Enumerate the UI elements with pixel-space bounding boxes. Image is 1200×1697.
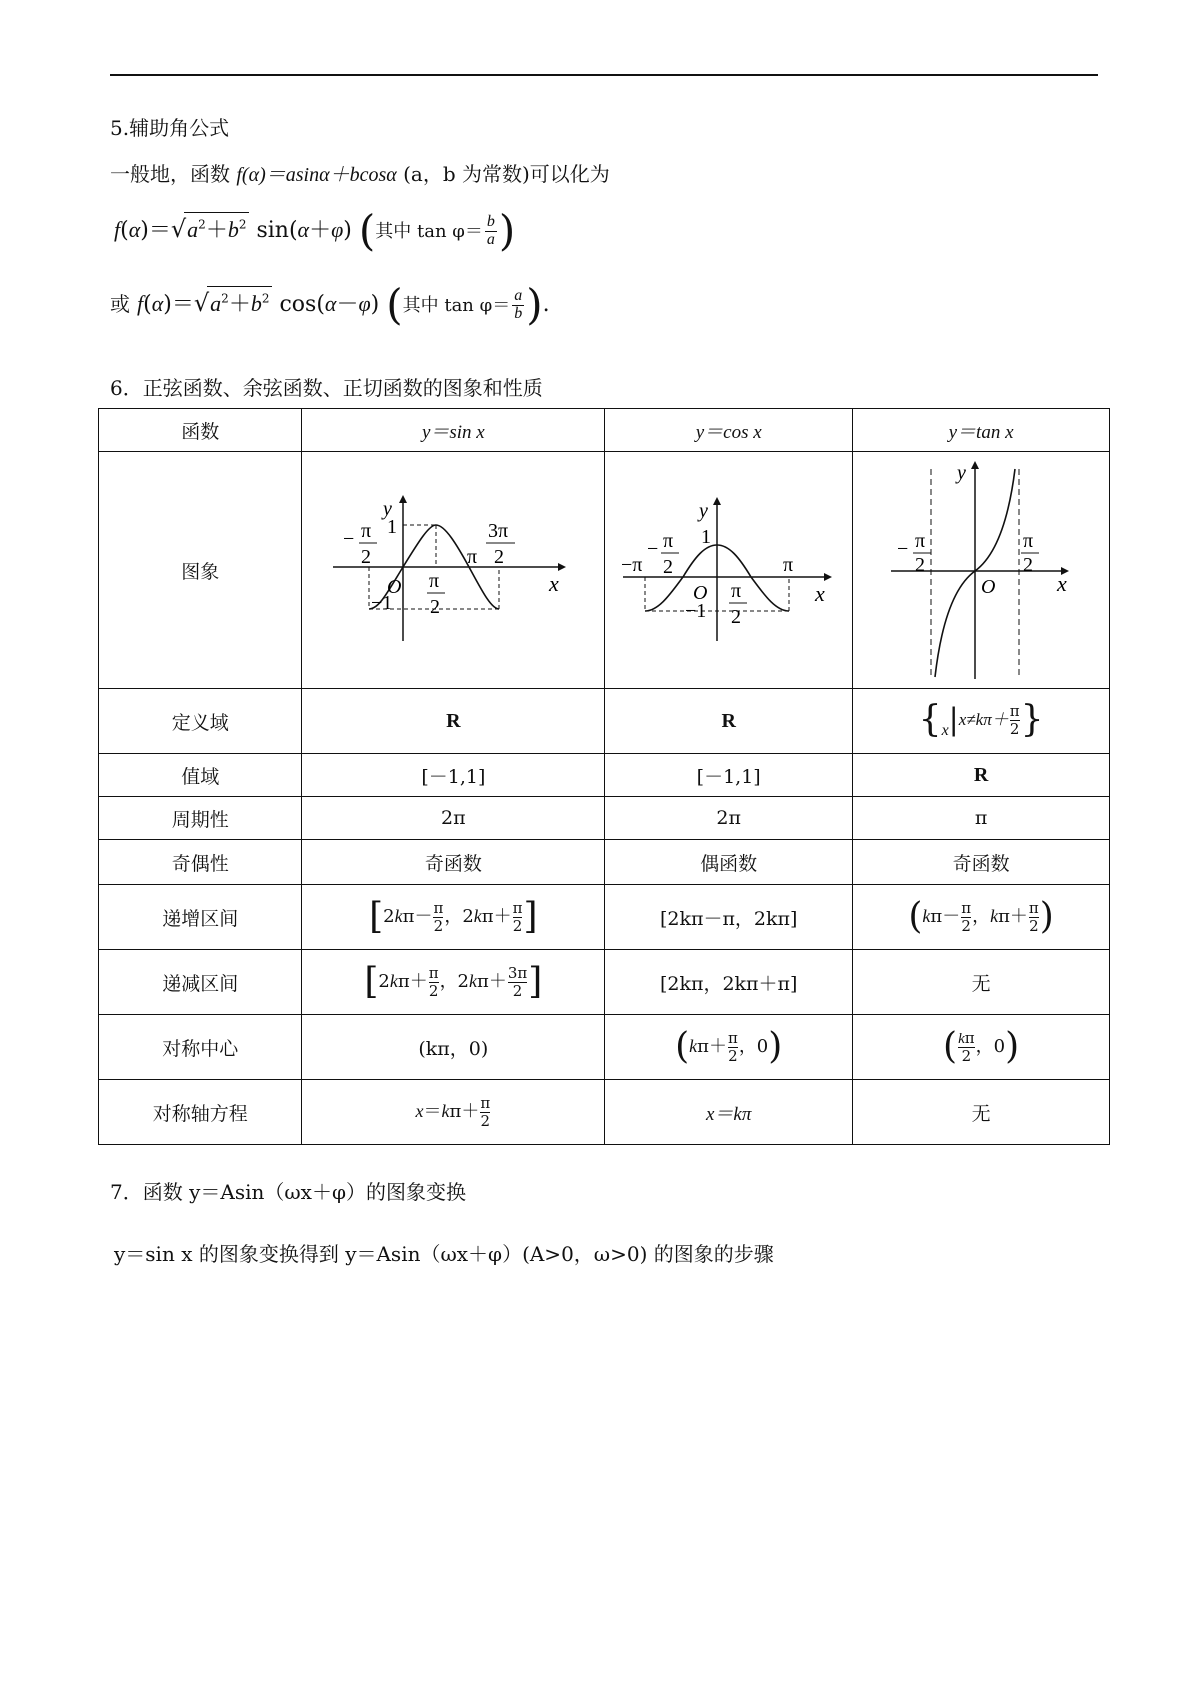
sin-period: 2π: [302, 797, 605, 840]
tan-graph-cell: [853, 452, 1110, 689]
tan-graph: [881, 455, 1081, 681]
table-row-parity: [99, 840, 1110, 885]
header-function: 函数: [99, 409, 302, 452]
tan-decreasing: 无: [853, 950, 1110, 1015]
row-label-parity: 奇偶性: [99, 840, 302, 885]
intro-text: 一般地，函数: [110, 162, 230, 186]
sin-half-pi-den: 2: [430, 595, 441, 618]
sin-origin-label: O: [387, 575, 402, 598]
table-header-row: [99, 409, 1110, 452]
table-row-domain: [99, 689, 1110, 754]
row-label-increasing: 递增区间: [99, 885, 302, 950]
tan-axis: 无: [853, 1080, 1110, 1145]
cos-neg-half-pi-den: 2: [662, 555, 673, 578]
tan-neg-half-pi-den: 2: [915, 553, 926, 576]
cos-axis: x＝kπ: [605, 1080, 853, 1145]
cos-neg-one-label: −1: [684, 599, 706, 622]
formula-sin-where: 其中 tan φ＝: [375, 221, 483, 242]
table-row-range: [99, 754, 1110, 797]
sin-center: (kπ，0): [302, 1015, 605, 1080]
intro-constants: (a，b 为常数)可以化为: [403, 162, 610, 186]
tan-period: π: [853, 797, 1110, 840]
formula-sin-num: b: [486, 212, 495, 230]
row-label-axis: 对称轴方程: [99, 1080, 302, 1145]
cos-neg-pi-label: −π: [620, 553, 643, 576]
tan-x-label: x: [1057, 570, 1067, 596]
cos-y-label: y: [698, 499, 708, 522]
sin-graph: [333, 493, 573, 643]
cos-one-label: 1: [700, 525, 711, 548]
cos-x-label: x: [814, 580, 825, 606]
sin-three-half-pi-num: 3π: [488, 519, 509, 542]
formula-cos-den: b: [514, 304, 523, 322]
table-row-decreasing: [99, 950, 1110, 1015]
formula-cos-num: a: [514, 286, 523, 304]
header-sin: y＝sin x: [302, 409, 605, 452]
intro-f: f: [236, 164, 242, 186]
cos-x-arrow: [824, 573, 832, 581]
row-label-decreasing: 递减区间: [99, 950, 302, 1015]
cos-parity: 偶函数: [605, 840, 853, 885]
sin-y-label: y: [383, 497, 393, 520]
formula-cos-prefix: 或: [110, 292, 130, 316]
sin-axis: x＝kπ＋ $\frac{\pi}{2}$: [302, 1080, 605, 1145]
tan-y-arrow: [971, 461, 979, 469]
table-row-center: [99, 1015, 1110, 1080]
cos-range: [－1,1]: [605, 754, 853, 797]
sin-one-label: 1: [387, 515, 398, 538]
cos-neg-half-pi-minus: −: [646, 537, 658, 560]
row-label-center: 对称中心: [99, 1015, 302, 1080]
cos-period: 2π: [605, 797, 853, 840]
formula-sin: $f(\alpha)=√a^2+b^2$ sin(α＋φ) (其中 tan φ＝ $\frac{b}{a}$ ): [114, 206, 516, 255]
table-row-increasing: [99, 885, 1110, 950]
header-tan: y＝tan x: [853, 409, 1110, 452]
formula-cos: 或 $f(\alpha)=√a^2+b^2$ cos(α－φ) (其中 tan φ＝ $\frac{a}{b}$ ).: [110, 280, 550, 329]
sin-neg-one-label: −1: [371, 591, 393, 614]
section-5-title: 5.辅助角公式: [110, 116, 230, 140]
tan-domain-expr: x≠kπ＋: [958, 710, 1009, 729]
cos-half-pi-den: 2: [730, 605, 741, 628]
cos-pi-label: π: [782, 553, 793, 576]
sin-range: [－1,1]: [302, 754, 605, 797]
sin-domain: R: [302, 689, 605, 754]
row-label-range: 值域: [99, 754, 302, 797]
formula-cos-where: 其中 tan φ＝: [402, 295, 511, 316]
tan-center: ( $\frac{k\pi}{2}$ ，0): [853, 1015, 1110, 1080]
cos-domain: R: [605, 689, 853, 754]
row-label-graph: 图象: [99, 452, 302, 689]
tan-neg-half-pi-minus: −: [897, 537, 909, 560]
sin-neg-half-pi-den: 2: [361, 545, 372, 568]
cos-graph: [619, 493, 839, 643]
table-row-graph: [99, 452, 1110, 689]
cos-origin-label: O: [692, 581, 708, 604]
table-row-axis: [99, 1080, 1110, 1145]
sin-neg-half-pi-num: π: [361, 519, 372, 542]
cos-y-arrow: [713, 497, 721, 505]
cos-center: (kπ＋ $\frac{\pi}{2}$ ，0): [605, 1015, 853, 1080]
row-label-period: 周期性: [99, 797, 302, 840]
intro-expression: (α)＝asinα＋bcosα: [241, 164, 397, 186]
header-rule: [110, 74, 1098, 76]
sin-increasing: [2kπ－ $\frac{\pi}{2}$ ，2kπ＋ $\frac{\pi}{2}$ ]: [302, 885, 605, 950]
row-label-domain: 定义域: [99, 689, 302, 754]
sin-pi-label: π: [467, 545, 478, 568]
cos-increasing: [2kπ－π，2kπ]: [605, 885, 853, 950]
table-row-period: [99, 797, 1110, 840]
trig-properties-table: [98, 408, 1110, 1145]
tan-half-pi-num: π: [1023, 529, 1034, 552]
section-7-title: 7．函数 y＝Asin（ωx＋φ）的图象变换: [110, 1180, 466, 1204]
formula-sin-den: a: [486, 230, 495, 248]
cos-neg-half-pi-num: π: [662, 529, 673, 552]
tan-parity: 奇函数: [853, 840, 1110, 885]
sin-x-arrow: [558, 563, 566, 571]
tan-y-label: y: [957, 461, 966, 484]
sin-y-arrow: [399, 495, 407, 503]
cos-decreasing: [2kπ，2kπ＋π]: [605, 950, 853, 1015]
tan-origin-label: O: [981, 575, 996, 598]
section-7-body: y＝sin x 的图象变换得到 y＝Asin（ωx＋φ）(A>0，ω>0) 的图象的步骤: [114, 1242, 774, 1266]
section-6-title: 6．正弦函数、余弦函数、正切函数的图象和性质: [110, 376, 543, 400]
sin-neg-half-pi-minus: −: [343, 527, 355, 550]
sin-x-label: x: [549, 570, 560, 596]
tan-domain: {$_x|x\ne k\pi+$ $\frac{\pi}{2}$ }: [853, 689, 1110, 754]
tan-neg-half-pi-num: π: [915, 529, 926, 552]
header-cos: y＝cos x: [605, 409, 853, 452]
tan-half-pi-den: 2: [1023, 553, 1034, 576]
sin-half-pi-num: π: [429, 569, 440, 592]
sin-parity: 奇函数: [302, 840, 605, 885]
cos-half-pi-num: π: [730, 579, 741, 602]
section-5-intro: [110, 158, 610, 187]
cos-graph-cell: [605, 452, 853, 689]
sin-decreasing: [2kπ＋ $\frac{\pi}{2}$ ，2kπ＋ $\frac{3\pi}{2}$ ]: [302, 950, 605, 1015]
tan-range: R: [853, 754, 1110, 797]
sin-three-half-pi-den: 2: [494, 545, 505, 568]
sin-graph-cell: [302, 452, 605, 689]
tan-increasing: (kπ－ $\frac{\pi}{2}$ ，kπ＋ $\frac{\pi}{2}$ ): [853, 885, 1110, 950]
